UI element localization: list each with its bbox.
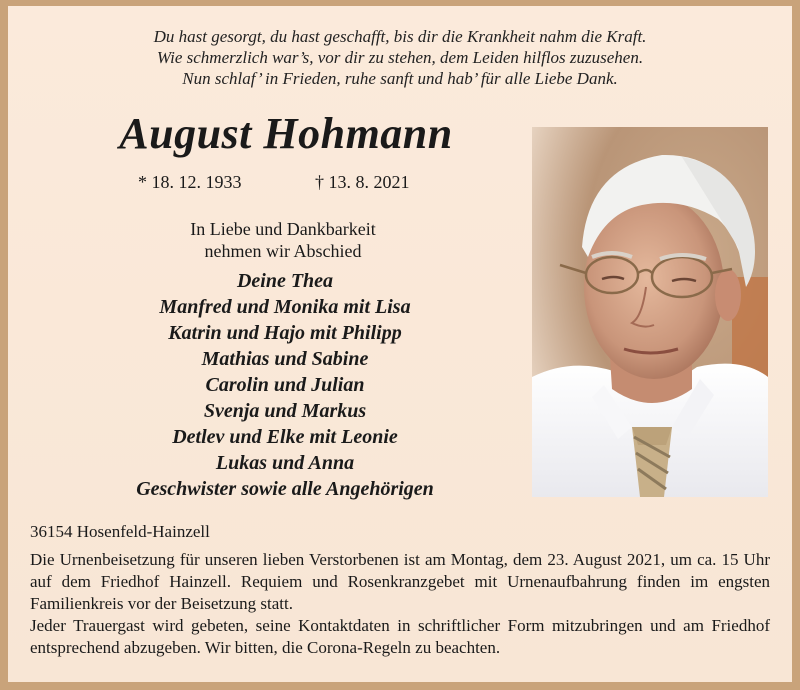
death-date: † 13. 8. 2021 xyxy=(315,172,410,192)
funeral-notice xyxy=(30,549,770,659)
farewell-intro xyxy=(118,218,448,262)
portrait-illustration xyxy=(532,127,768,497)
family-list xyxy=(80,268,490,502)
birth-date: * 18. 12. 1933 xyxy=(138,172,242,192)
portrait-photo xyxy=(532,127,768,497)
obituary-card xyxy=(8,6,792,682)
intro-line: In Liebe und Dankbarkeit xyxy=(190,219,376,239)
family-member: Carolin und Julian xyxy=(205,374,365,396)
poem-line: Nun schlaf’ in Frieden, ruhe sanft und hab’ für alle Liebe Dank. xyxy=(182,69,618,88)
deceased-name: August Hohmann xyxy=(119,109,453,158)
poem-line: Du hast gesorgt, du hast geschafft, bis dir die Krankheit nahm die Kraft. xyxy=(153,27,647,46)
intro-line: nehmen wir Abschied xyxy=(204,241,362,261)
family-member: Svenja und Markus xyxy=(203,400,367,422)
family-member: Katrin und Hajo mit Philipp xyxy=(168,322,402,344)
family-member: Lukas und Anna xyxy=(215,452,355,474)
poem-line: Wie schmerzlich war’s, vor dir zu stehen, dem Leiden hilflos zuzusehen. xyxy=(156,48,644,67)
family-member: Mathias und Sabine xyxy=(201,348,369,370)
location: 36154 Hosenfeld-Hainzell xyxy=(30,522,210,541)
notice-paragraph: Die Urnenbeisetzung für unseren lieben Verstorbenen ist am Montag, dem 23. August 2021, um ca. 15 Uhr auf dem Friedhof Hainzell. Requiem und Rosenkranzgebet mit Urnenaufbahrung finden im engsten Familienkreis vor der Beisetzung statt. xyxy=(30,550,770,613)
family-member: Detlev und Elke mit Leonie xyxy=(172,426,398,448)
family-member: Deine Thea xyxy=(236,270,334,292)
poem xyxy=(8,26,792,89)
notice-paragraph: Jeder Trauergast wird gebeten, seine Kontaktdaten in schriftlicher Form mitzubringen und am Friedhof entsprechend abzugeben. Wir bitten, die Corona-Regeln zu beachten. xyxy=(30,616,770,657)
family-member: Manfred und Monika mit Lisa xyxy=(159,296,411,318)
family-member: Geschwister sowie alle Angehörigen xyxy=(136,478,434,500)
